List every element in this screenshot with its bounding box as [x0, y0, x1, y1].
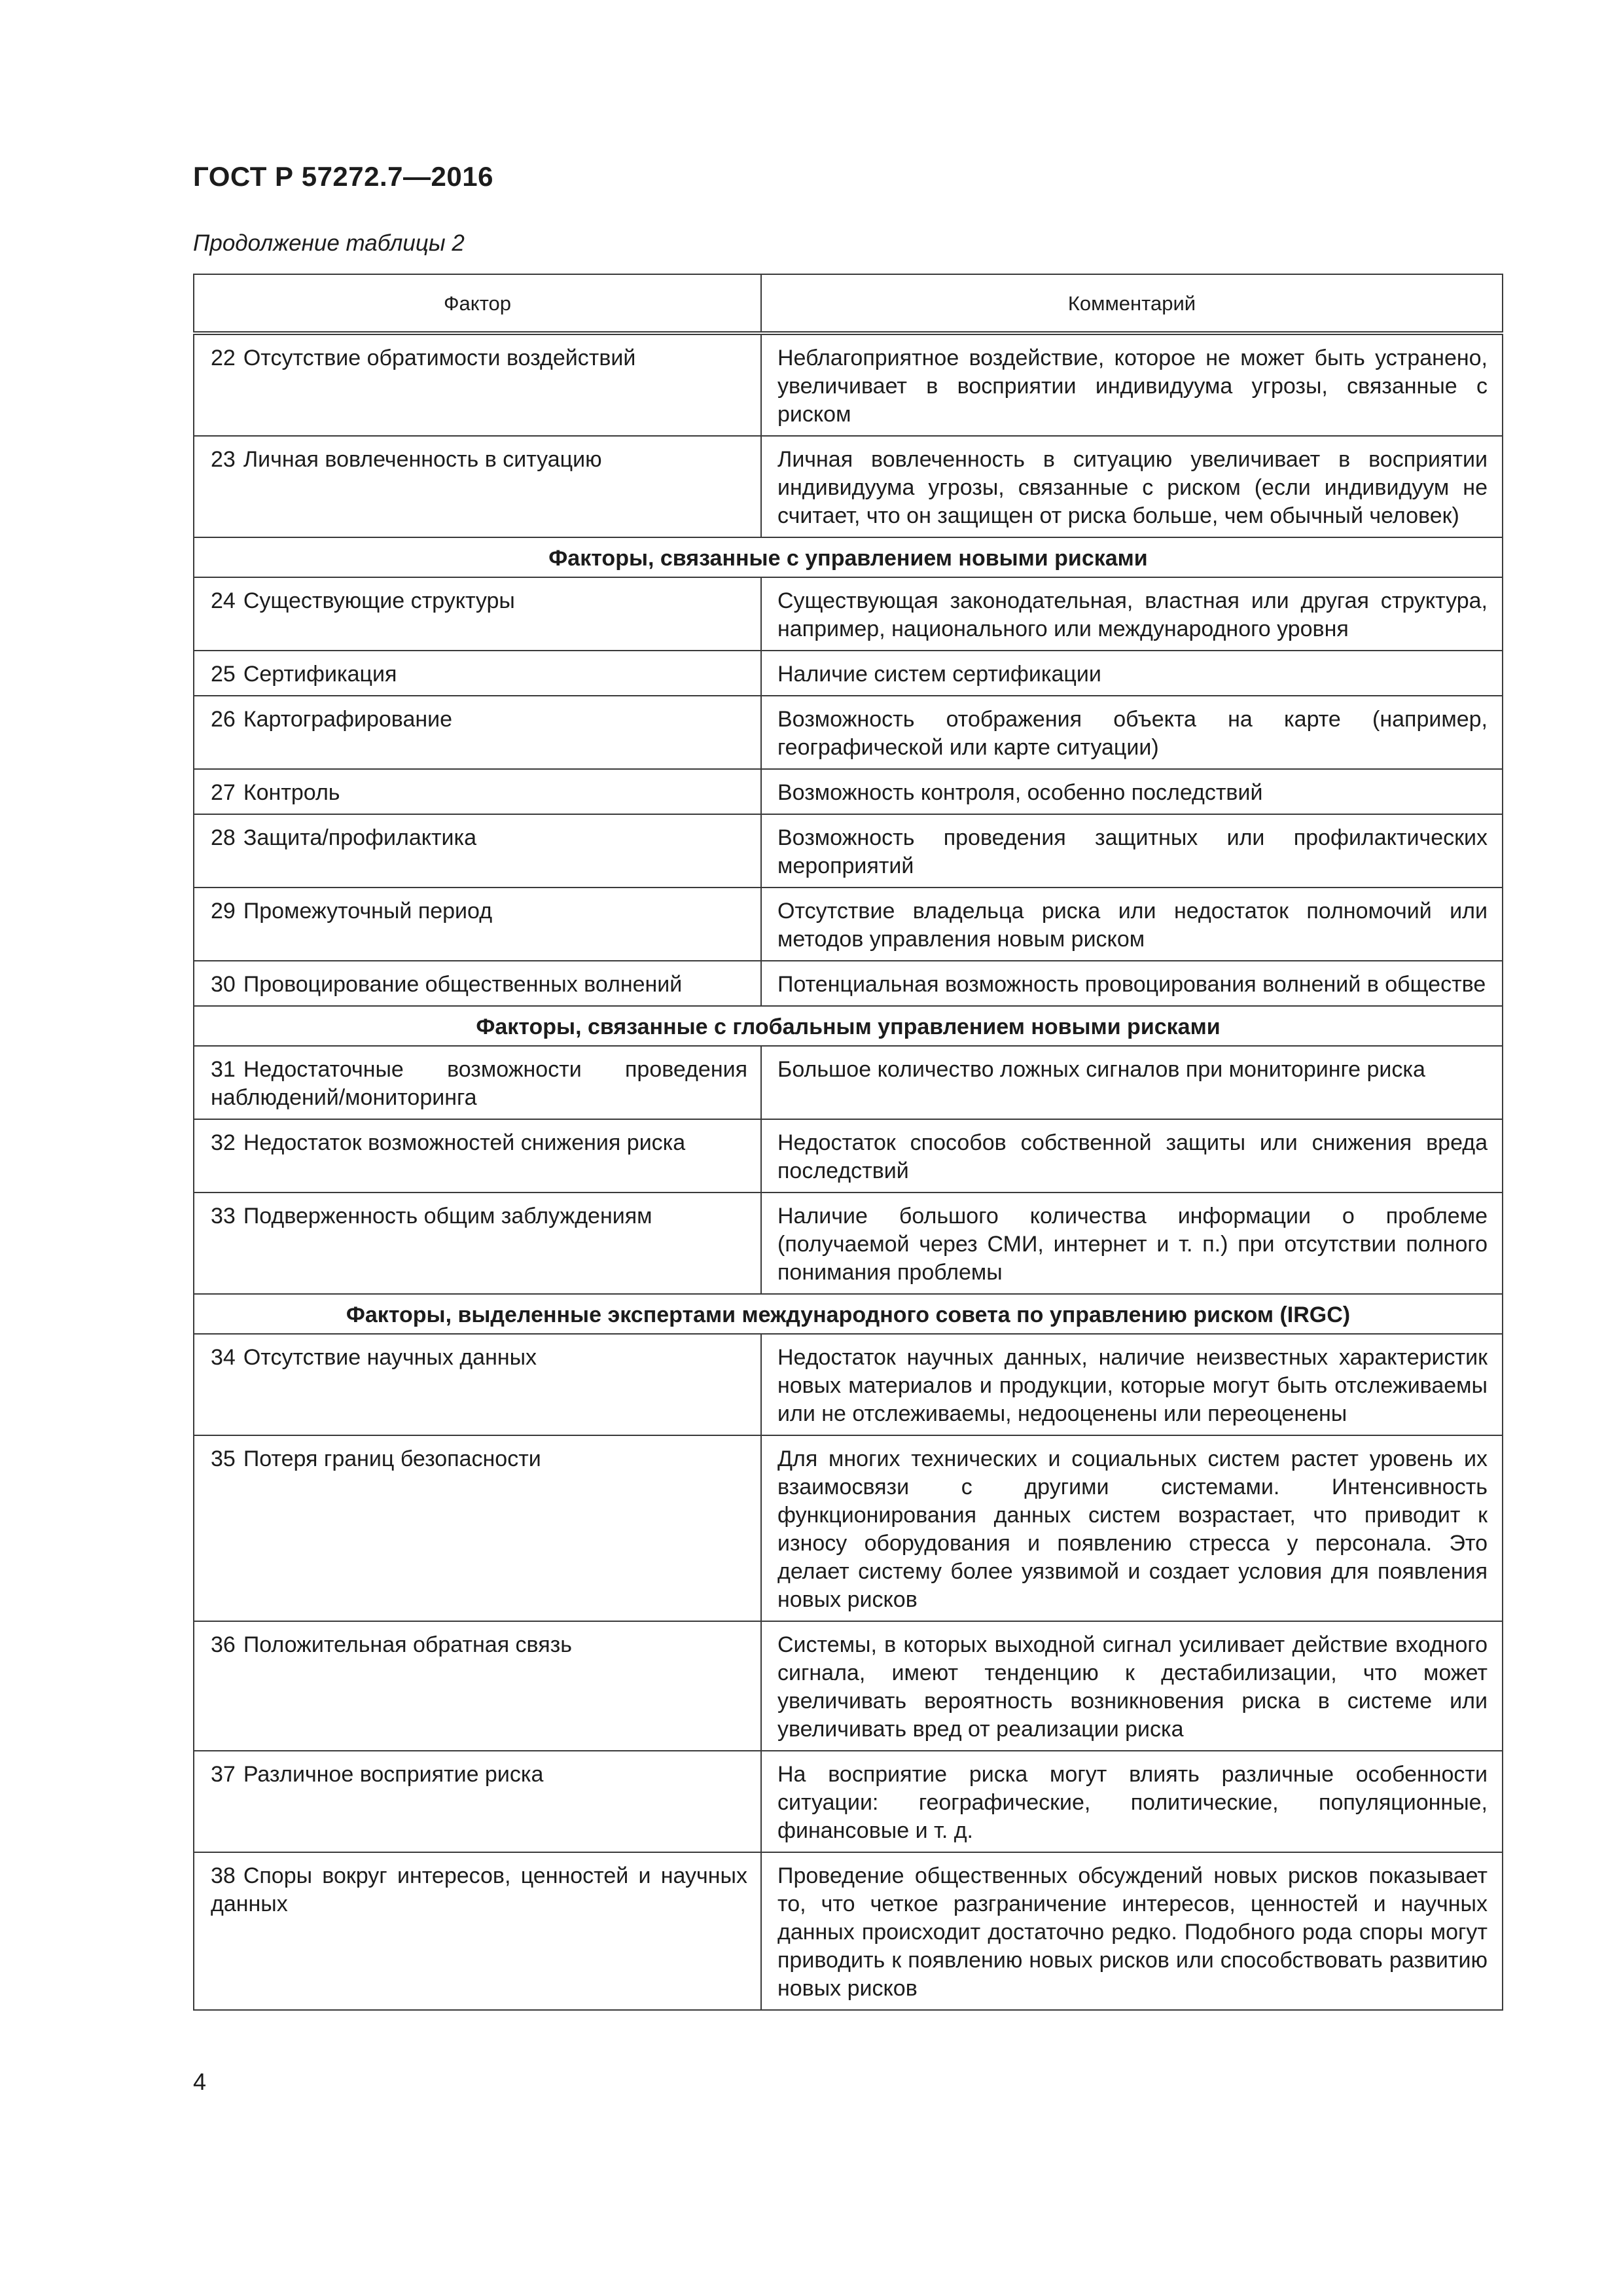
table-row [194, 1435, 1503, 1621]
factor-text: Подверженность общим заблуждениям [243, 1204, 652, 1229]
factor-number: 26 [211, 707, 236, 732]
factor-text: Недостаточные возможности проведения наблюдений/мониторинга [211, 1057, 747, 1110]
factor-cell [194, 1852, 761, 2010]
factor-cell [194, 888, 761, 961]
table-row [194, 1046, 1503, 1119]
factor-cell [194, 1751, 761, 1852]
factor-number: 24 [211, 588, 236, 613]
comment-cell: Возможность контроля, особенно последствий [761, 769, 1503, 814]
table-row [194, 1751, 1503, 1852]
table-row [194, 1119, 1503, 1193]
comment-cell: Отсутствие владельца риска или недостаток полномочий или методов управления новым риском [761, 888, 1503, 961]
factor-number: 32 [211, 1130, 236, 1155]
comment-cell: Личная вовлеченность в ситуацию увеличивает в восприятии индивидуума угрозы, связанные с риском (если индивидуум не считает, что он защищен от риска больше, чем обычный человек) [761, 436, 1503, 537]
factor-number: 35 [211, 1446, 236, 1471]
factor-number: 27 [211, 780, 236, 805]
table-header-row [194, 274, 1503, 333]
factor-text: Сертификация [243, 662, 397, 687]
comment-cell: Возможность отображения объекта на карте (например, географической или карте ситуации) [761, 696, 1503, 769]
factor-text: Личная вовлеченность в ситуацию [243, 447, 602, 472]
factor-cell [194, 436, 761, 537]
factor-number: 23 [211, 447, 236, 472]
table-row [194, 436, 1503, 537]
section-heading: Факторы, выделенные экспертами международного совета по управлению риском (IRGC) [194, 1294, 1503, 1334]
factor-number: 33 [211, 1204, 236, 1229]
factor-text: Отсутствие научных данных [243, 1345, 537, 1370]
section-row [194, 1294, 1503, 1334]
comment-cell: Недостаток научных данных, наличие неизвестных характеристик новых материалов и продукции, которые могут быть отслеживаемы или не отслеживаемы, недооценены или переоценены [761, 1334, 1503, 1435]
table-row [194, 1852, 1503, 2010]
section-row [194, 537, 1503, 577]
factor-number: 36 [211, 1632, 236, 1657]
factor-cell [194, 696, 761, 769]
section-heading: Факторы, связанные с управлением новыми рисками [194, 537, 1503, 577]
table-row [194, 333, 1503, 436]
factor-cell [194, 961, 761, 1006]
factor-cell [194, 814, 761, 888]
comment-cell: Существующая законодательная, властная или другая структура, например, национального или международного уровня [761, 577, 1503, 651]
column-header-comment: Комментарий [761, 274, 1503, 333]
table-row [194, 1334, 1503, 1435]
factor-cell [194, 1193, 761, 1294]
comment-cell: Возможность проведения защитных или профилактических мероприятий [761, 814, 1503, 888]
table-caption: Продолжение таблицы 2 [193, 230, 465, 256]
factor-number: 37 [211, 1762, 236, 1787]
comment-cell: Наличие большого количества информации о проблеме (получаемой через СМИ, интернет и т. п.) при отсутствии полного понимания проблемы [761, 1193, 1503, 1294]
factor-text: Потеря границ безопасности [243, 1446, 541, 1471]
factor-cell [194, 769, 761, 814]
table-row [194, 1621, 1503, 1751]
factor-cell [194, 1621, 761, 1751]
factor-number: 22 [211, 346, 236, 370]
factor-text: Промежуточный период [243, 899, 493, 924]
factor-text: Провоцирование общественных волнений [243, 972, 683, 997]
factors-table [193, 274, 1503, 2011]
comment-cell: Наличие систем сертификации [761, 651, 1503, 696]
document-id: ГОСТ Р 57272.7—2016 [193, 161, 493, 192]
factor-text: Существующие структуры [243, 588, 515, 613]
factor-number: 31 [211, 1057, 236, 1082]
factor-number: 34 [211, 1345, 236, 1370]
column-header-factor: Фактор [194, 274, 761, 333]
factor-text: Картографирование [243, 707, 453, 732]
factor-text: Контроль [243, 780, 340, 805]
factor-text: Отсутствие обратимости воздействий [243, 346, 636, 370]
factor-cell [194, 1334, 761, 1435]
table-row [194, 814, 1503, 888]
comment-cell: Системы, в которых выходной сигнал усиливает действие входного сигнала, имеют тенденцию к дестабилизации, что может увеличивать вероятность возникновения риска в системе или увеличивать вред от реализации риска [761, 1621, 1503, 1751]
factor-cell [194, 651, 761, 696]
factor-text: Различное восприятие риска [243, 1762, 544, 1787]
factor-number: 38 [211, 1863, 236, 1888]
comment-cell: Для многих технических и социальных систем растет уровень их взаимосвязи с другими системами. Интенсивность функционирования данных систем возрастает, что приводит к износу оборудования и появлению стресса у персонала. Это делает систему более уязвимой и создает условия для появления новых рисков [761, 1435, 1503, 1621]
table-row [194, 577, 1503, 651]
factor-cell [194, 1046, 761, 1119]
factor-number: 29 [211, 899, 236, 924]
section-row [194, 1006, 1503, 1046]
comment-cell: На восприятие риска могут влиять различные особенности ситуации: географические, политические, популяционные, финансовые и т. д. [761, 1751, 1503, 1852]
factor-text: Недостаток возможностей снижения риска [243, 1130, 686, 1155]
factor-cell [194, 1119, 761, 1193]
page-number: 4 [193, 2068, 207, 2095]
comment-cell: Потенциальная возможность провоцирования волнений в обществе [761, 961, 1503, 1006]
factor-number: 30 [211, 972, 236, 997]
table-row [194, 1193, 1503, 1294]
factor-number: 28 [211, 825, 236, 850]
factor-text: Защита/профилактика [243, 825, 477, 850]
table-row [194, 888, 1503, 961]
comment-cell: Большое количество ложных сигналов при мониторинге риска [761, 1046, 1503, 1119]
factor-text: Споры вокруг интересов, ценностей и научных данных [211, 1863, 747, 1916]
comment-cell: Неблагоприятное воздействие, которое не может быть устранено, увеличивает в восприятии индивидуума угрозы, связанные с риском [761, 333, 1503, 436]
factor-text: Положительная обратная связь [243, 1632, 572, 1657]
comment-cell: Проведение общественных обсуждений новых рисков показывает то, что четкое разграничение интересов, ценностей и научных данных происходит достаточно редко. Подобного рода споры могут приводить к появлению новых рисков или способствовать развитию новых рисков [761, 1852, 1503, 2010]
table-row [194, 696, 1503, 769]
section-heading: Факторы, связанные с глобальным управлением новыми рисками [194, 1006, 1503, 1046]
table-row [194, 651, 1503, 696]
factor-cell [194, 333, 761, 436]
factor-cell [194, 1435, 761, 1621]
table-row [194, 961, 1503, 1006]
factor-cell [194, 577, 761, 651]
comment-cell: Недостаток способов собственной защиты или снижения вреда последствий [761, 1119, 1503, 1193]
table-row [194, 769, 1503, 814]
factor-number: 25 [211, 662, 236, 687]
